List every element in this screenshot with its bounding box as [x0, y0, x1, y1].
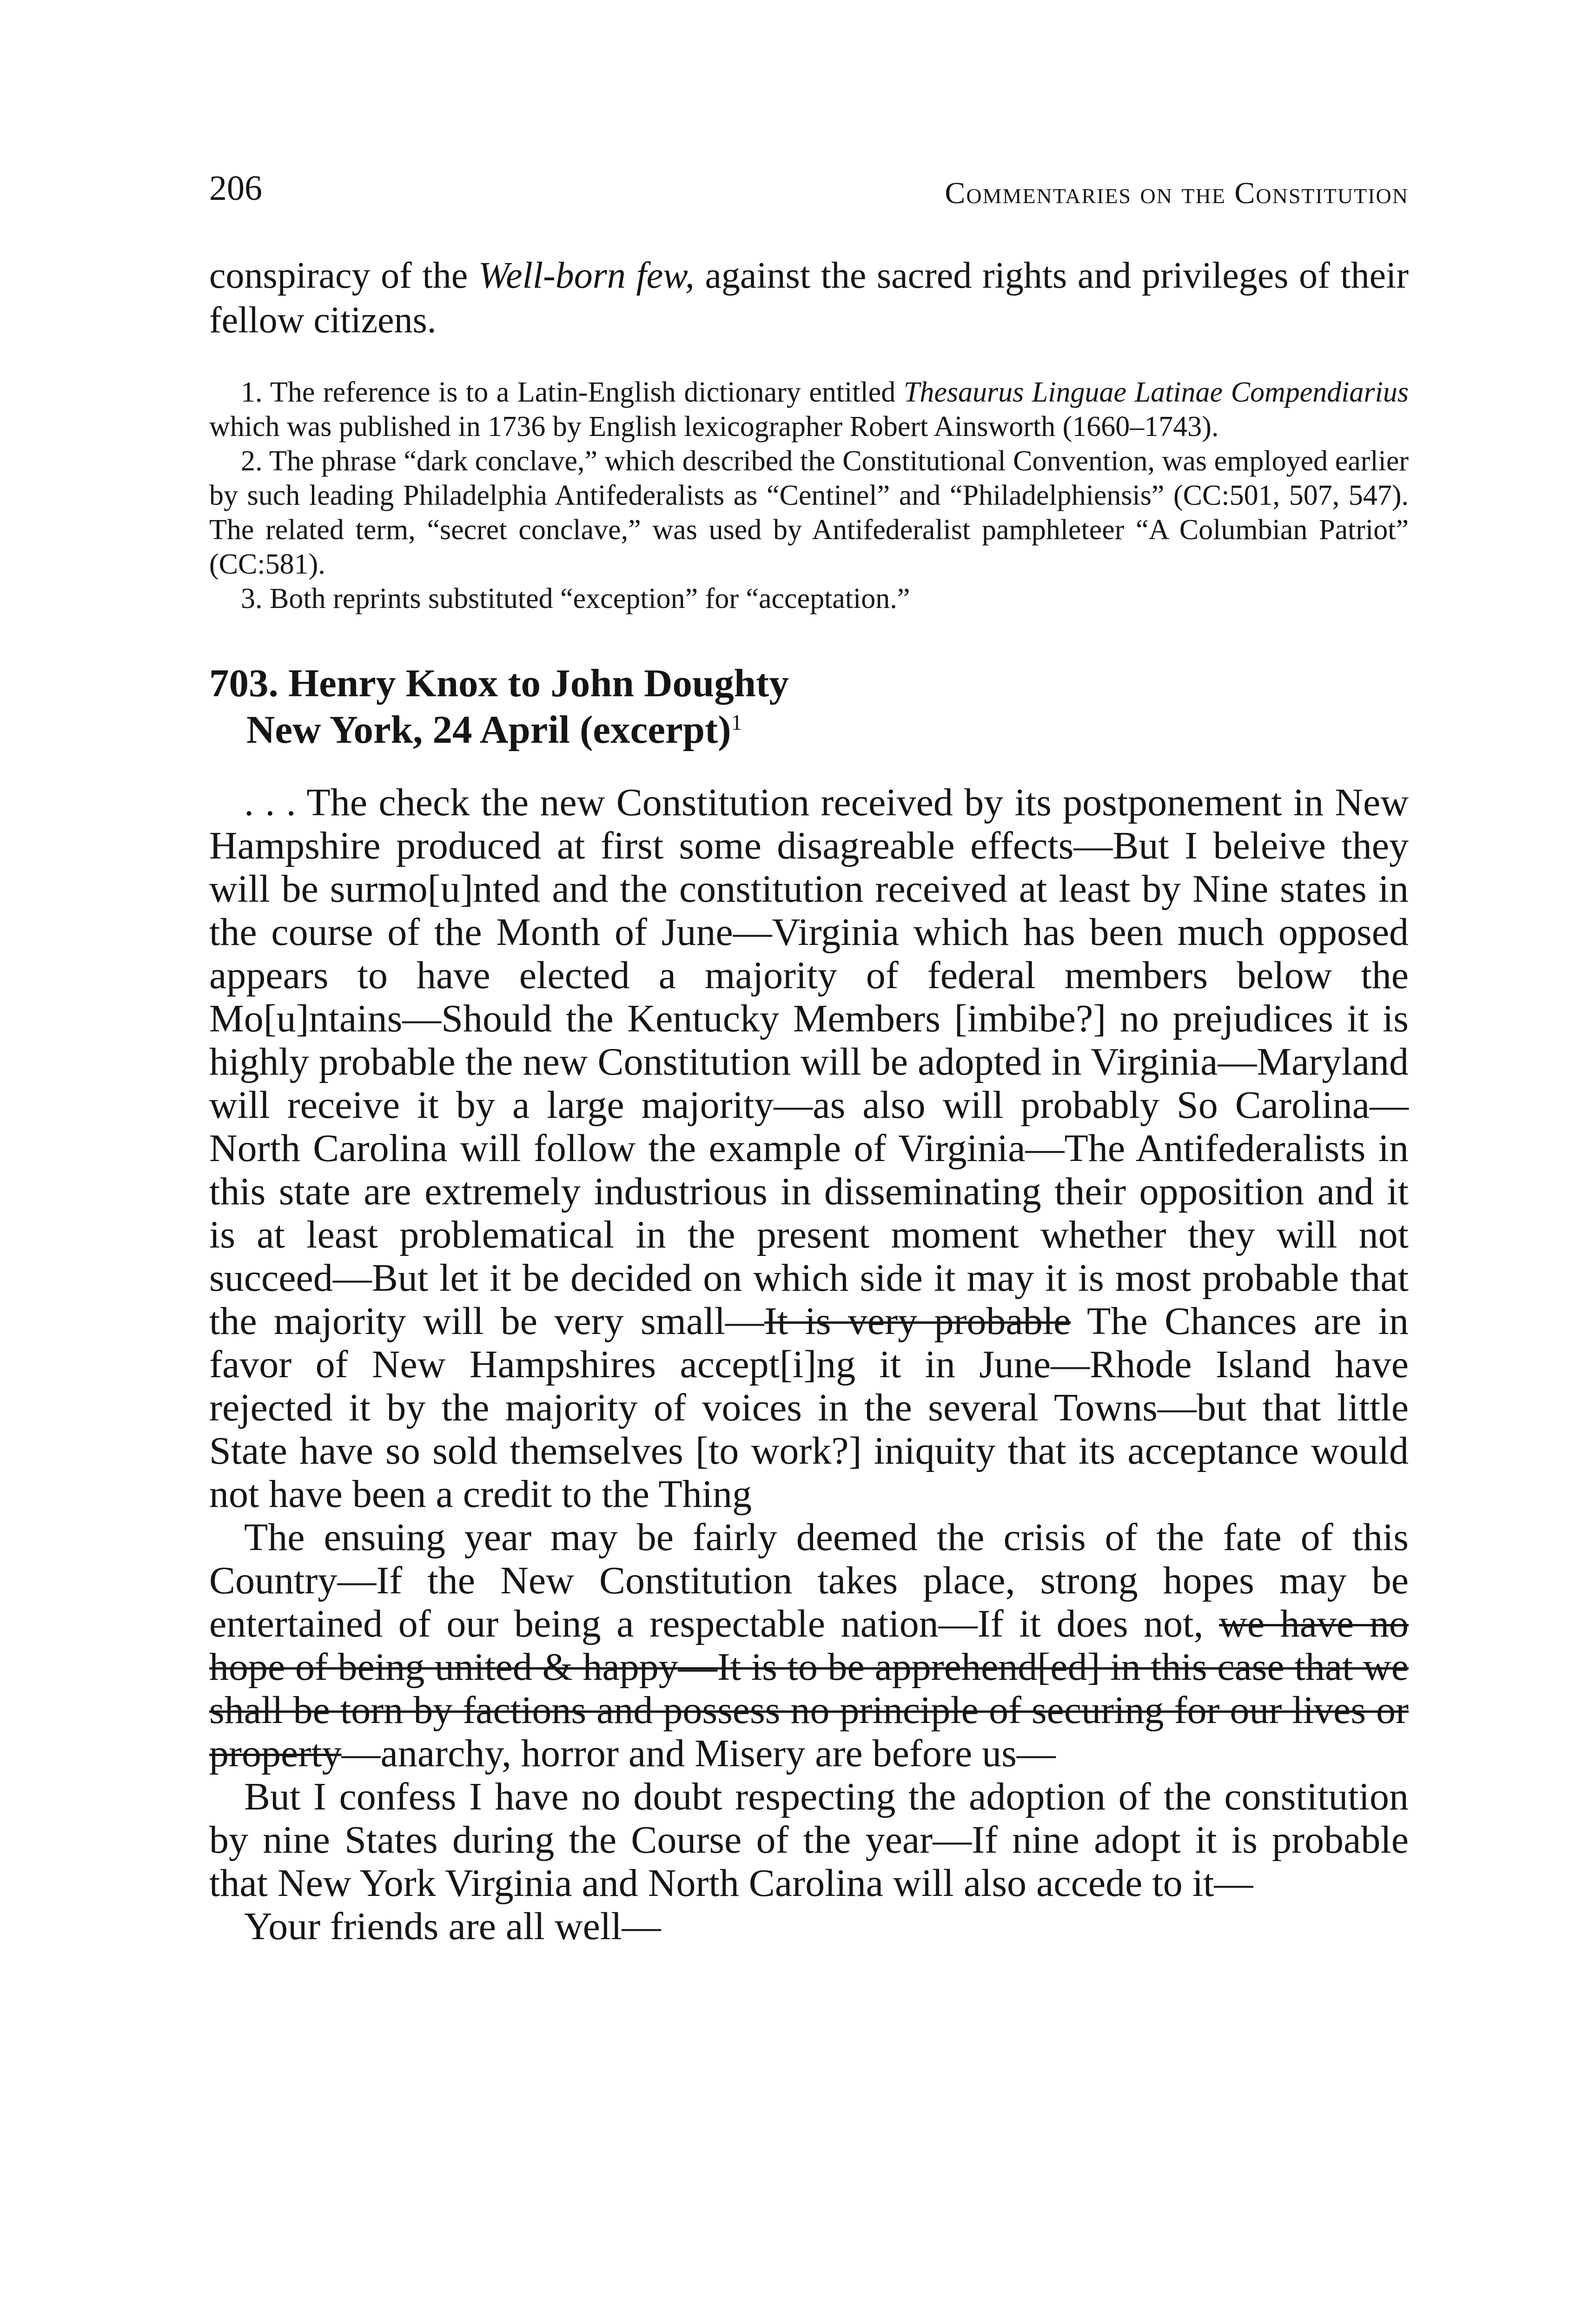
letter-p1-text-b: The Chances are in favor of New Hampshires accept[i]ng it in June—Rhode Island have rejected it by the majority of voices in the several Towns—but that little State have so sold themselves [to work?] iniquity that its acceptance would not have been a credit to the Thing [209, 1300, 1409, 1516]
page-header [209, 167, 1409, 218]
letter-p2-struck-text: we have no hope of being united & happy—It is to be apprehend[ed] in this case that we shall be torn by factions and possess no principle of securing for our lives or property [209, 1602, 1409, 1775]
footnote-reference: 1 [731, 710, 742, 735]
letter-p1-text-a: . . . The check the new Constitution received by its postponement in New Hampshire produced at first some disagreable effects—But I beleive they will be surmo[u]nted and the constitution received at least by Nine states in the course of the Month of June—Virginia which has been much opposed appears to have elected a majority of federal members below the Mo[u]ntains—Should the Kentucky Members [imbibe?] no prejudices it is highly probable the new Constitution will be adopted in Virginia—Maryland will receive it by a large majority—as also will probably So Carolina—North Carolina will follow the example of Virginia—The Antifederalists in this state are extremely industrious in disseminating their opposition and it is at least problematical in the present moment whether they will not succeed—But let it be decided on which side it may it is most probable that the majority will be very small— [209, 781, 1409, 1343]
letter-paragraph-4: Your friends are all well— [244, 1905, 661, 1948]
letter-paragraph-1 [209, 781, 1409, 1516]
continuation-paragraph [209, 253, 1409, 343]
footnote-2: 2. The phrase “dark conclave,” which described the Constitutional Convention, was employed earlier by such leading Philadelphia Antifederalists as “Centinel” and “Philadelphiensis” (CC:501, 507, 547). The related term, “secret conclave,” was used by Antifederalist pamphleteer “A Columbian Patriot” (CC:581). [209, 445, 1409, 580]
footnote-1-lead: 1. The reference is to a Latin-English dictionary entitled [241, 376, 904, 408]
letter-body [209, 781, 1409, 1948]
running-head: Commentaries on the Constitution [945, 176, 1409, 210]
continuation-text-2: against the sacred rights and privileges of their fellow citizens. [209, 255, 1409, 341]
letter-paragraph-2 [209, 1516, 1409, 1775]
page-number: 206 [209, 169, 262, 208]
document-heading [209, 660, 1409, 753]
document-place-date [246, 706, 1409, 753]
footnote-1 [209, 375, 1409, 444]
continuation-italic: Well-born few, [478, 255, 695, 296]
document-place-date-text: New York, 24 April (excerpt) [246, 708, 731, 752]
footnotes [209, 375, 1409, 616]
letter-p2-text-a: The ensuing year may be fairly deemed the crisis of the fate of this Country—If the New Constitution takes place, strong hopes may be entertained of our being a respectable nation—If it does not, [209, 1516, 1409, 1645]
document-title: 703. Henry Knox to John Doughty [209, 661, 789, 705]
footnote-3: 3. Both reprints substituted “exception” for “acceptation.” [241, 583, 910, 614]
footnote-1-title: Thesaurus Linguae Latinae Compendiarius [903, 376, 1409, 408]
letter-p2-text-b: —anarchy, horror and Misery are before us— [341, 1732, 1056, 1775]
footnote-1-rest: which was published in 1736 by English lexicographer Robert Ainsworth (1660–1743). [209, 411, 1219, 442]
continuation-text-1: conspiracy of the [209, 255, 478, 296]
letter-p1-struck-text: It is very probable [764, 1300, 1071, 1343]
letter-paragraph-3: But I confess I have no doubt respecting the adoption of the constitution by nine States during the Course of the year—If nine adopt it is probable that New York Virginia and North Carolina will also accede to it— [209, 1775, 1409, 1905]
document-page [209, 167, 1409, 1948]
